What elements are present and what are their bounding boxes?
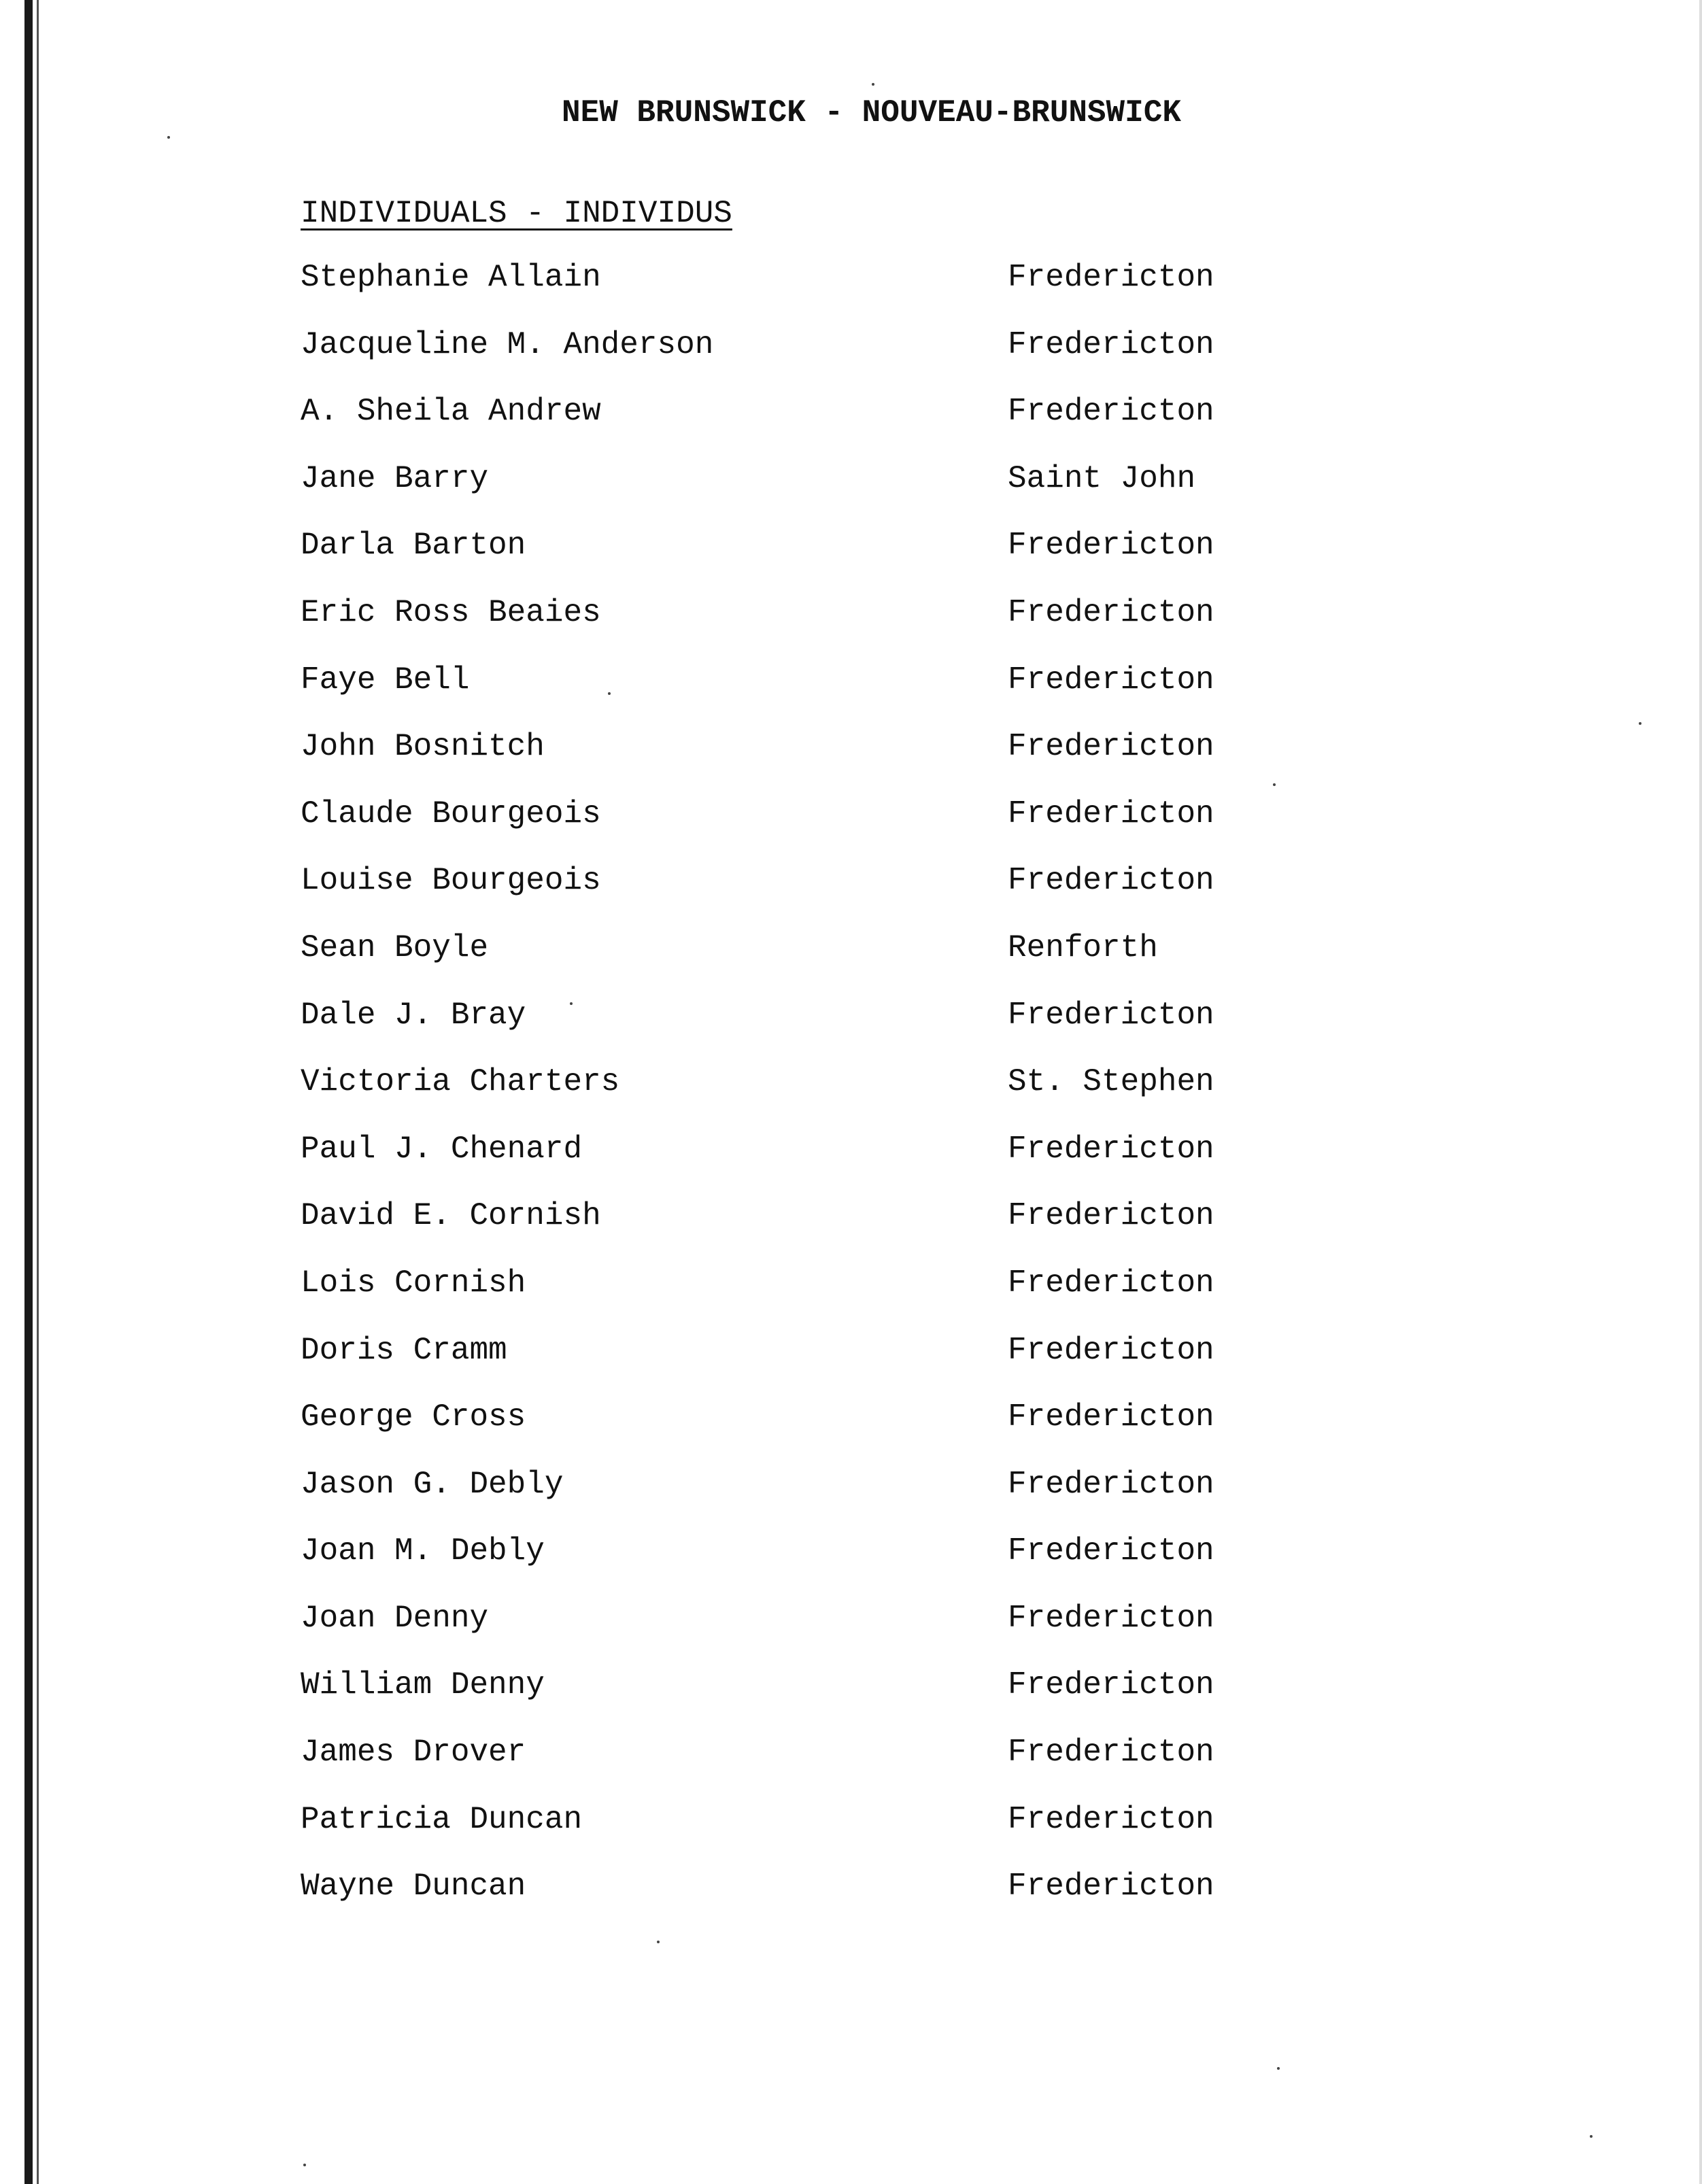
entry-city: Fredericton [1008,1399,1214,1435]
list-item [301,1667,1253,1735]
list-item [301,997,1253,1065]
entry-name: David E. Cornish [301,1198,601,1234]
entry-city: Fredericton [1008,997,1214,1033]
entry-city: Fredericton [1008,1667,1214,1703]
list-item [301,662,1253,730]
entry-name: Sean Boyle [301,929,489,966]
list-item [301,1265,1253,1333]
entry-city: Fredericton [1008,594,1214,630]
entry-city: Fredericton [1008,729,1214,765]
entry-name: Paul J. Chenard [301,1131,583,1167]
entry-city: Fredericton [1008,1131,1214,1167]
list-item [301,796,1253,864]
entry-name: Jason G. Debly [301,1466,564,1502]
scan-border-left [24,0,33,2184]
list-item [301,1467,1253,1534]
entry-name: Jacqueline M. Anderson [301,326,714,362]
entry-name: Dale J. Bray [301,997,526,1033]
list-item [301,595,1253,662]
list-item [301,327,1253,394]
list-item [301,863,1253,930]
list-item [301,1869,1253,1936]
list-item [301,528,1253,595]
entry-city: St. Stephen [1008,1064,1214,1100]
entry-city: Fredericton [1008,1265,1214,1301]
entry-city: Fredericton [1008,260,1214,295]
entry-city: Fredericton [1008,326,1214,362]
scan-speck [1273,783,1276,786]
scan-speck [608,692,611,695]
scan-speck [657,1941,660,1943]
scan-speck [570,1002,573,1005]
entry-name: John Bosnitch [301,729,545,765]
list-item [301,1601,1253,1668]
entry-city: Fredericton [1008,1801,1214,1837]
list-item [301,1333,1253,1400]
scan-speck [303,2164,306,2166]
entry-name: Faye Bell [301,662,470,698]
entry-name: Louise Bourgeois [301,863,601,899]
entry-city: Fredericton [1008,1332,1214,1368]
entry-city: Fredericton [1008,1533,1214,1569]
entry-name: Victoria Charters [301,1064,620,1100]
list-item [301,461,1253,528]
entry-name: James Drover [301,1735,526,1771]
entry-city: Fredericton [1008,1198,1214,1234]
entry-name: Patricia Duncan [301,1801,583,1837]
entry-city: Fredericton [1008,1600,1214,1636]
entry-city: Fredericton [1008,1466,1214,1502]
scan-speck [1590,2135,1593,2138]
entry-name: Eric Ross Beaies [301,594,601,630]
entry-name: Joan M. Debly [301,1533,545,1569]
scan-speck [872,83,874,86]
entry-city: Fredericton [1008,1869,1214,1905]
list-item [301,1198,1253,1265]
page-title: NEW BRUNSWICK - NOUVEAU-BRUNSWICK [562,95,1181,131]
entry-city: Fredericton [1008,796,1214,832]
scan-speck [1639,722,1641,725]
list-item [301,930,1253,997]
list-item [301,394,1253,461]
individuals-list [301,260,1253,1936]
scan-border-left-thin [37,0,39,2184]
entry-city: Fredericton [1008,394,1214,430]
scan-border-right [1699,0,1702,2184]
entry-city: Fredericton [1008,662,1214,698]
entry-name: Stephanie Allain [301,260,601,295]
entry-city: Saint John [1008,460,1196,496]
entry-name: George Cross [301,1399,526,1435]
list-item [301,1802,1253,1869]
entry-name: Lois Cornish [301,1265,526,1301]
list-item [301,1064,1253,1131]
list-item [301,1399,1253,1467]
entry-city: Fredericton [1008,863,1214,899]
entry-name: Claude Bourgeois [301,796,601,832]
entry-name: A. Sheila Andrew [301,394,601,430]
entry-name: Darla Barton [301,528,526,564]
entry-name: Jane Barry [301,460,489,496]
list-item [301,729,1253,796]
list-item [301,1131,1253,1199]
scan-speck [167,136,170,139]
entry-name: Doris Cramm [301,1332,507,1368]
list-item [301,1533,1253,1601]
scan-speck [1277,2067,1280,2070]
entry-name: William Denny [301,1667,545,1703]
entry-name: Wayne Duncan [301,1869,526,1905]
entry-name: Joan Denny [301,1600,489,1636]
list-item [301,260,1253,327]
entry-city: Fredericton [1008,528,1214,564]
section-heading: INDIVIDUALS - INDIVIDUS [301,196,732,231]
list-item [301,1735,1253,1802]
entry-city: Renforth [1008,929,1158,966]
entry-city: Fredericton [1008,1735,1214,1771]
